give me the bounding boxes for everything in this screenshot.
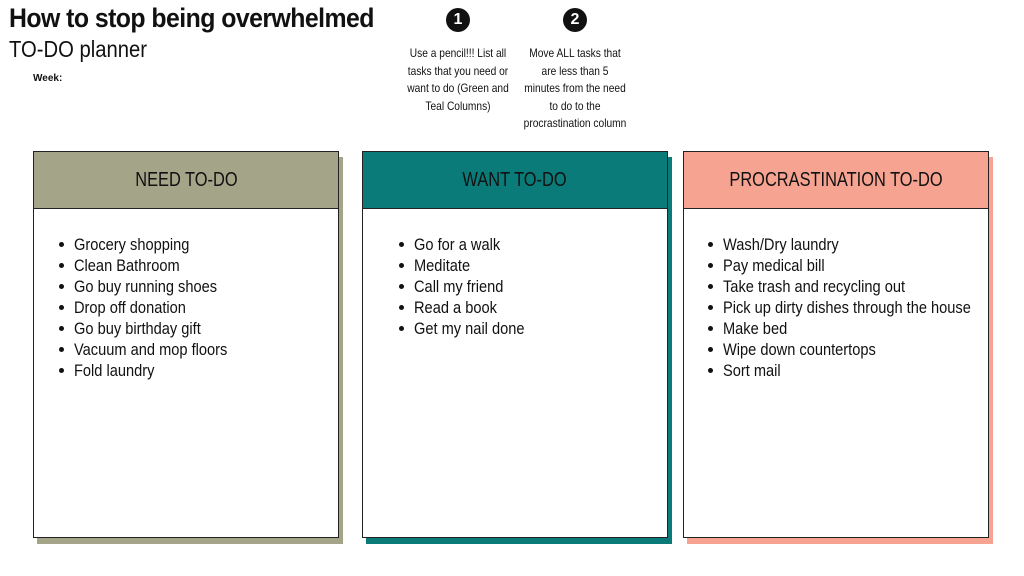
need-task-list <box>34 209 338 381</box>
list-item: Sort mail <box>723 360 988 381</box>
step-number-1-icon: 1 <box>446 8 470 32</box>
want-task-list <box>363 209 667 339</box>
list-item: Drop off donation <box>74 297 338 318</box>
procrastination-column-header <box>684 152 988 209</box>
list-item: Meditate <box>414 255 667 276</box>
list-item: Go buy running shoes <box>74 276 338 297</box>
list-item: Clean Bathroom <box>74 255 338 276</box>
list-item: Get my nail done <box>414 318 667 339</box>
list-item: Pick up dirty dishes through the house <box>723 297 988 318</box>
list-item: Wipe down countertops <box>723 339 988 360</box>
step-text-1: Use a pencil!!! List all tasks that you need or want to do (Green and Teal Columns) <box>407 46 509 113</box>
want-column-header <box>363 152 667 209</box>
list-item: Go buy birthday gift <box>74 318 338 339</box>
want-column <box>362 151 668 538</box>
list-item: Fold laundry <box>74 360 338 381</box>
need-column-title: NEED TO-DO <box>134 168 238 191</box>
procrastination-column-title: PROCRASTINATION TO-DO <box>729 168 943 191</box>
instruction-step-1 <box>397 8 519 115</box>
page-title: How to stop being overwhelmed <box>9 3 374 33</box>
list-item: Wash/Dry laundry <box>723 234 988 255</box>
step-text-2: Move ALL tasks that are less than 5 minutes from the need to do to the procrastination column <box>523 46 627 130</box>
need-column-header <box>34 152 338 209</box>
list-item: Vacuum and mop floors <box>74 339 338 360</box>
procrastination-task-list <box>684 209 988 381</box>
need-column <box>33 151 339 538</box>
page-subtitle: TO-DO planner <box>9 36 147 62</box>
step-number-2-icon: 2 <box>563 8 587 32</box>
list-item: Grocery shopping <box>74 234 338 255</box>
list-item: Take trash and recycling out <box>723 276 988 297</box>
list-item: Make bed <box>723 318 988 339</box>
list-item: Pay medical bill <box>723 255 988 276</box>
instruction-step-2 <box>514 8 636 133</box>
procrastination-column <box>683 151 989 538</box>
want-column-title: WANT TO-DO <box>462 168 568 191</box>
list-item: Go for a walk <box>414 234 667 255</box>
list-item: Call my friend <box>414 276 667 297</box>
list-item: Read a book <box>414 297 667 318</box>
week-label: Week: <box>33 73 63 84</box>
